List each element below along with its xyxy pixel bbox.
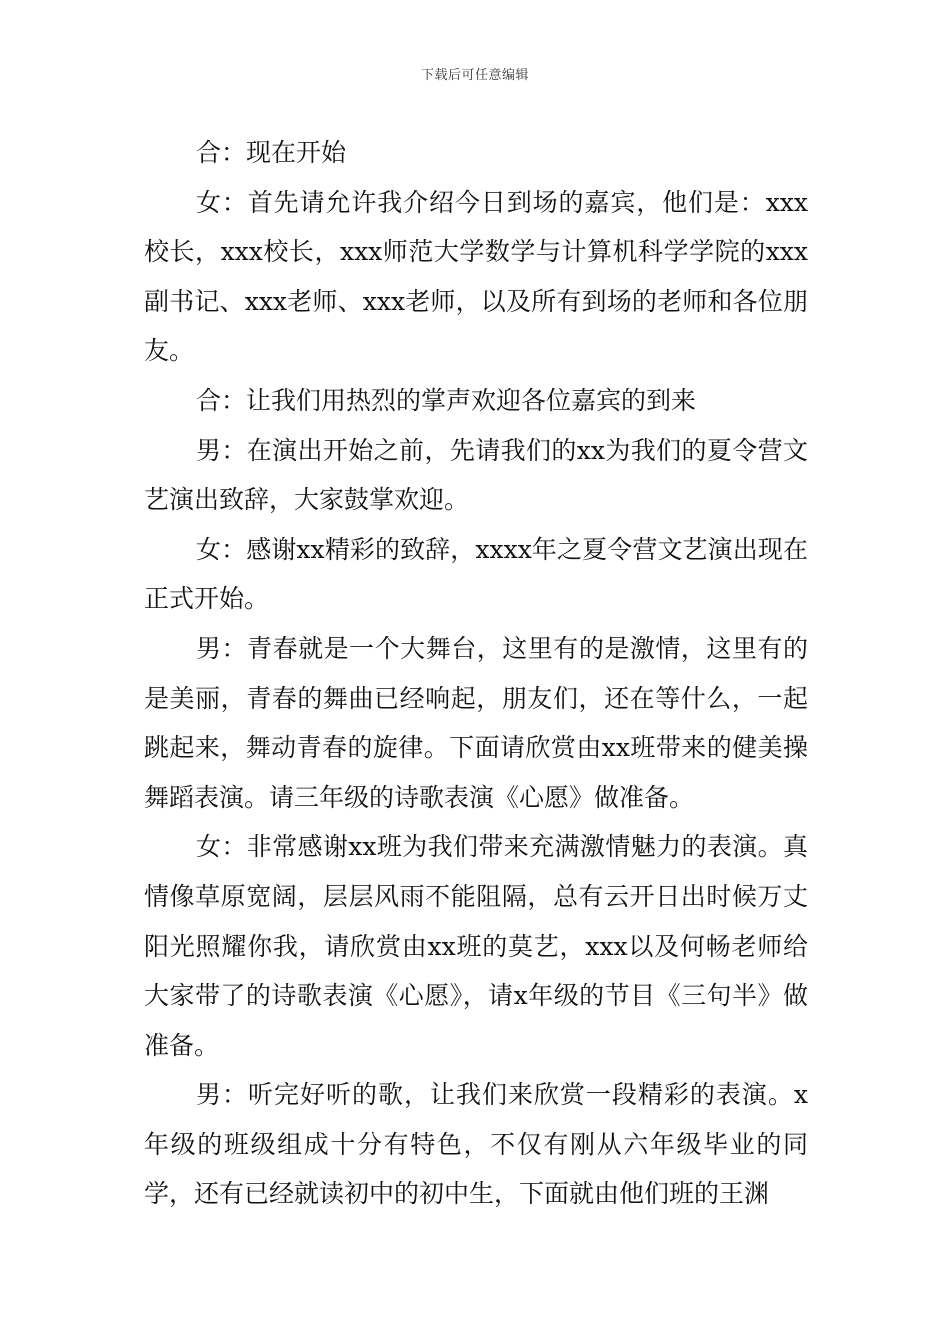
paragraph: 女：感谢xx精彩的致辞，xxxx年之夏令营文艺演出现在正式开始。 bbox=[144, 534, 808, 614]
paragraph: 合：现在开始 bbox=[196, 138, 347, 167]
paragraph: 合：让我们用热烈的掌声欢迎各位嘉宾的到来 bbox=[196, 385, 697, 415]
document-body bbox=[144, 128, 808, 1219]
paragraph: 女：首先请允许我介绍今日到场的嘉宾，他们是：xxx校长，xxx校长，xxx师范大学数学与计算机科学学院的xxx副书记、xxx老师、xxx老师，以及所有到场的老师和各位朋友。 bbox=[144, 187, 808, 366]
paragraph: 男：在演出开始之前，先请我们的xx为我们的夏令营文艺演出致辞，大家鼓掌欢迎。 bbox=[144, 435, 808, 515]
paragraph: 男：青春就是一个大舞台，这里有的是激情，这里有的是美丽，青春的舞曲已经响起，朋友们，还在等什么，一起跳起来，舞动青春的旋律。下面请欣赏由xx班带来的健美操舞蹈表演。请三年级的诗歌表演《心愿》做准备。 bbox=[144, 633, 808, 812]
paragraph: 女：非常感谢xx班为我们带来充满激情魅力的表演。真情像草原宽阔，层层风雨不能阻隔，总有云开日出时候万丈阳光照耀你我，请欣赏由xx班的莫艺，xxx以及何畅老师给大家带了的诗歌表演《心愿》，请x年级的节目《三句半》做准备。 bbox=[144, 832, 808, 1060]
paragraph: 男：听完好听的歌，让我们来欣赏一段精彩的表演。x年级的班级组成十分有特色，不仅有刚从六年级毕业的同学，还有已经就读初中的初中生，下面就由他们班的王渊 bbox=[144, 1080, 808, 1209]
page-header: 下载后可任意编辑 bbox=[420, 68, 529, 83]
